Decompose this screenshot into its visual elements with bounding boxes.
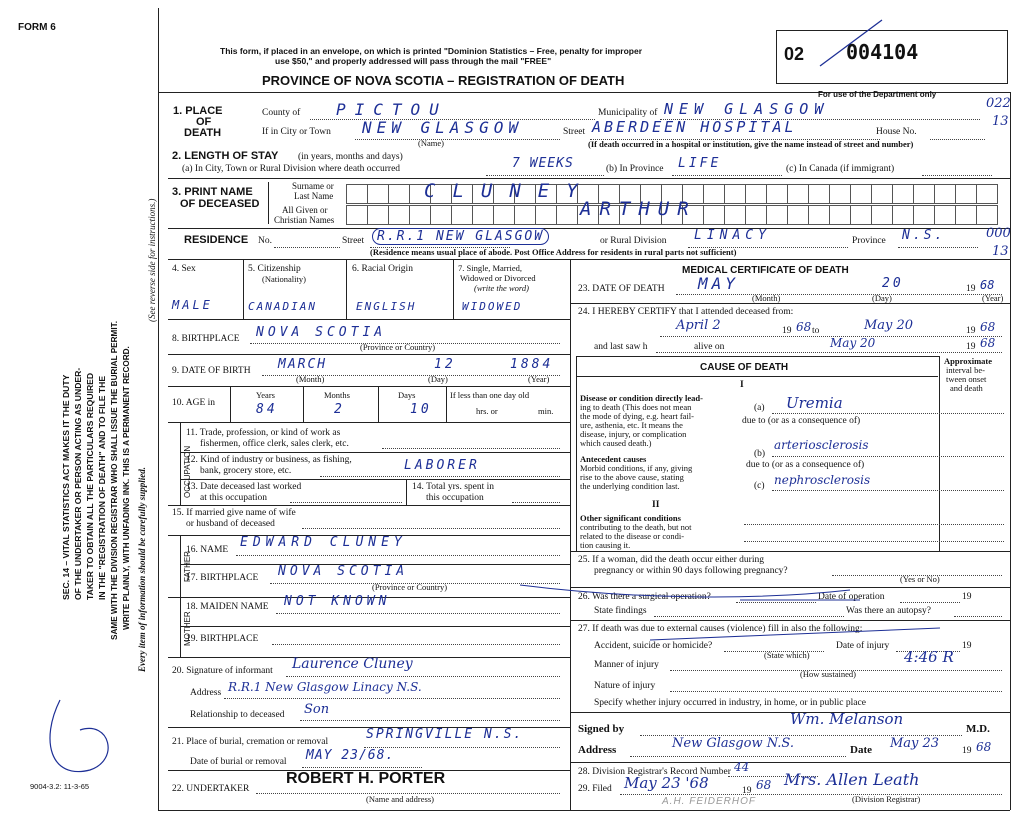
residence-province-label: Province — [852, 236, 886, 246]
q25-line2: pregnancy or within 90 days following pregnancy? — [594, 566, 788, 576]
q15-line1: 15. If married give name of wife — [172, 508, 296, 518]
antecedent-3: rise to the above cause, stating — [580, 472, 684, 482]
side-text-5: SAME WITH THE DIVISION REGISTRAR WHO SHALL ISSUE THE BURIAL PERMIT. — [110, 320, 119, 640]
sex-label: 4. Sex — [172, 264, 196, 274]
reg-number: 004104 — [846, 40, 919, 64]
occupation-side-label: OCCUPATION — [183, 445, 192, 498]
side-text-4: IN THE "REGISTRATION OF DEATH" AND TO FILE THE — [97, 375, 107, 600]
doctor-address-value: New Glasgow N.S. — [672, 736, 794, 751]
due-to-2: due to (or as a consequence of) — [746, 460, 865, 470]
filed-year-pre: 19 — [742, 786, 752, 796]
lt-day-label: If less than one day old — [450, 390, 530, 400]
code-municipality: 022 — [986, 96, 1011, 111]
attend-from-year: 68 — [796, 320, 812, 334]
county-value: PICTOU — [336, 100, 448, 119]
mother-maiden-label: 18. MAIDEN NAME — [186, 602, 269, 612]
dob-year: 1884 — [510, 357, 554, 372]
q27-label: 27. If death was due to external causes (violence) fill in also the following: — [578, 624, 863, 634]
q25-line1: 25. If a woman, did the death occur either during — [578, 555, 764, 565]
stay-a-label: (a) In City, Town or Rural Division where death occurred — [182, 164, 401, 174]
surname-value: CLUNEY — [424, 180, 595, 202]
medical-title: MEDICAL CERTIFICATE OF DEATH — [682, 265, 849, 276]
dod-year-pre: 19 — [966, 284, 976, 294]
yes-no-caption: (Yes or No) — [900, 574, 940, 584]
certify-label: 24. I HEREBY CERTIFY that I attended deceased from: — [578, 307, 794, 317]
alive-pre: 19 — [966, 342, 976, 352]
attend-to-year: 68 — [980, 320, 996, 334]
cause-a-value: Uremia — [786, 394, 843, 412]
state-which-caption: (State which) — [764, 650, 810, 660]
disease-line-1: Disease or condition directly lead- — [580, 393, 703, 403]
side-text-6: WRITE PLAINLY, WITH UNFADING INK. THIS IS A PERMANENT RECORD. — [122, 346, 131, 630]
q28-label: 28. Division Registrar's Record Number — [578, 767, 731, 777]
citizenship-label: 5. Citizenship — [248, 264, 301, 274]
given-value: ARTHUR — [580, 198, 697, 220]
surname-label-1: Surname or — [292, 181, 334, 191]
disease-line-4: ure, asthenia, etc. It means the — [580, 420, 683, 430]
cause-c-value: nephrosclerosis — [774, 473, 871, 487]
attend-to-label: to — [812, 326, 820, 336]
house-label: House No. — [876, 127, 917, 137]
q12-line2: bank, grocery store, etc. — [200, 466, 292, 476]
county-label: County of — [262, 108, 301, 118]
racial-label: 6. Racial Origin — [352, 264, 413, 274]
dob-day: 12 — [434, 357, 456, 372]
disease-line-2: ing to death (This does not mean — [580, 402, 692, 412]
attend-from-pre: 19 — [782, 326, 792, 336]
other-1: Other significant conditions — [580, 513, 681, 523]
place-label-3: DEATH — [184, 127, 222, 139]
street-label: Street — [563, 127, 586, 137]
last-seen-label: and last saw h — [594, 342, 648, 352]
record-number: 44 — [734, 760, 750, 774]
registrar-name: Mrs. Allen Leath — [784, 770, 920, 789]
city-name-caption: (Name) — [418, 138, 444, 148]
given-label-2: Christian Names — [274, 215, 335, 225]
mother-bp-label: 19. BIRTHPLACE — [186, 634, 259, 644]
filed-date: May 23 '68 — [624, 774, 709, 792]
city-value: NEW GLASGOW — [362, 118, 523, 137]
doctor-date-year: 68 — [976, 740, 992, 754]
dod-month: MAY — [698, 274, 739, 293]
dept-use-label: For use of the Department only — [818, 90, 937, 99]
undertaker-name: ROBERT H. PORTER — [286, 770, 446, 787]
age-years-label: Years — [256, 390, 275, 400]
interval-3: tween onset — [946, 374, 987, 384]
side-text-2: OF THE UNDERTAKER OR PERSON ACTING AS UNDER- — [73, 367, 83, 600]
lt-min-label: min. — [538, 406, 554, 416]
residence-street-label: Street — [342, 236, 365, 246]
dob-year-caption: (Year) — [528, 374, 550, 384]
mother-side-label: MOTHER — [183, 611, 192, 646]
roman-two: II — [652, 500, 660, 510]
dob-month-caption: (Month) — [296, 374, 325, 384]
how-sustained-caption: (How sustained) — [800, 669, 856, 679]
residence-no-label: No. — [258, 236, 272, 246]
reg-prefix: 02 — [784, 44, 805, 64]
interval-4: and death — [950, 383, 983, 393]
registrar-caption: (Division Registrar) — [852, 794, 921, 804]
dod-day-caption: (Day) — [872, 293, 892, 303]
age-days: 10 — [410, 402, 432, 417]
marital-label-2: Widowed or Divorced — [460, 273, 536, 283]
citizenship-sub: (Nationality) — [262, 274, 306, 284]
municipality-value: NEW GLASGOW — [664, 100, 830, 118]
disease-line-3: the mode of dying, e.g. heart fail- — [580, 411, 695, 421]
age-years: 84 — [256, 402, 278, 417]
code-residence: 000 — [986, 226, 1011, 241]
q11-line2: fishermen, office clerk, sales clerk, etc. — [200, 439, 349, 449]
marital-label-3: (write the word) — [474, 283, 529, 293]
signed-by-value: Wm. Melanson — [790, 710, 904, 728]
stay-b-label: (b) In Province — [606, 164, 664, 174]
place-label-1: 1. PLACE — [173, 105, 223, 117]
dod-label: 23. DATE OF DEATH — [578, 284, 665, 294]
q14-line2: this occupation — [426, 493, 484, 503]
q26-label: 26. Was there a surgical operation? — [578, 592, 711, 602]
antecedent-1: Antecedent causes — [580, 454, 647, 464]
cause-title: CAUSE OF DEATH — [700, 362, 789, 373]
informant-sig-value: Laurence Cluney — [292, 656, 413, 672]
q14-line1: 14. Total yrs. spent in — [412, 482, 495, 492]
autopsy-label: Was there an autopsy? — [846, 606, 931, 616]
roman-one: I — [740, 380, 744, 390]
doctor-date-value: May 23 — [890, 736, 940, 751]
q13-line1: 13. Date deceased last worked — [186, 482, 302, 492]
disease-line-6: which caused death.) — [580, 438, 652, 448]
mail-notice-1: This form, if placed in an envelope, on which is printed "Dominion Statistics – Free, penalty for improper — [220, 46, 643, 56]
injury-date-label: Date of injury — [836, 641, 890, 651]
injury-year-pre: 19 — [962, 641, 972, 651]
dod-month-caption: (Month) — [752, 293, 781, 303]
city-label: If in City or Town — [262, 127, 331, 137]
marital-label-1: 7. Single, Married, — [458, 263, 522, 273]
specify-label: Specify whether injury occurred in industry, in home, or in public place — [594, 698, 866, 708]
residence-province-value: N.S. — [902, 228, 946, 243]
last-seen-mid: alive on — [694, 342, 725, 352]
attend-from-date: April 2 — [676, 318, 721, 333]
side-text-3: TAKER TO OBTAIN ALL THE PARTICULARS REQUIRED — [85, 372, 95, 600]
age-months-label: Months — [324, 390, 350, 400]
undertaker-caption: (Name and address) — [366, 794, 434, 804]
filed-year: 68 — [756, 778, 772, 792]
burial-date-label: Date of burial or removal — [190, 757, 287, 767]
disease-line-5: disease, injury, or complication — [580, 429, 687, 439]
side-text-1: SEC. 14 – VITAL STATISTICS ACT MAKES IT THE DUTY — [61, 374, 71, 600]
stay-b-value: LIFE — [678, 156, 722, 171]
undertaker-label: 22. UNDERTAKER — [172, 784, 250, 794]
citizenship-value: CANADIAN — [248, 300, 317, 313]
alive-year: 68 — [980, 336, 996, 350]
antecedent-2: Morbid conditions, if any, giving — [580, 463, 693, 473]
stay-a-value: 7 WEEKS — [512, 156, 574, 171]
alive-date: May 20 — [830, 336, 876, 350]
age-days-label: Days — [398, 390, 416, 400]
mother-maiden-value: NOT KNOWN — [284, 594, 391, 609]
name-label-2: OF DECEASED — [180, 198, 260, 210]
residence-note: (Residence means usual place of abode. Post Office Address for residents in rural parts not sufficient) — [370, 247, 737, 257]
form-code: 9004-3.2: 11-3-65 — [30, 782, 90, 791]
q29-label: 29. Filed — [578, 784, 612, 794]
informant-address-value: R.R.1 New Glasgow Linacy N.S. — [228, 680, 422, 694]
residence-street-value: R.R.1 NEW GLASGOW — [372, 228, 549, 245]
surname-label-2: Last Name — [294, 191, 334, 201]
stay-c-label: (c) In Canada (if immigrant) — [786, 164, 895, 174]
dod-year: 68 — [980, 278, 995, 292]
cause-b-value: arteriosclerosis — [774, 438, 869, 452]
dob-month: MARCH — [278, 357, 328, 372]
stay-label: 2. LENGTH OF STAY — [172, 150, 279, 162]
birthplace-value: NOVA SCOTIA — [256, 325, 387, 340]
q12-value: LABORER — [404, 458, 480, 473]
accident-label: Accident, suicide or homicide? — [594, 641, 713, 651]
antecedent-4: the underlying condition last. — [580, 481, 680, 491]
sex-value: MALE — [172, 298, 213, 312]
father-bp-caption: (Province or Country) — [372, 582, 448, 592]
code-city: 13 — [992, 114, 1009, 129]
findings-label: State findings — [594, 606, 647, 616]
father-side-label: FATHER — [183, 551, 192, 582]
municipality-label: Municipality of — [598, 108, 658, 118]
interval-2: interval be- — [946, 365, 985, 375]
burial-place-value: SPRINGVILLE N.S. — [366, 727, 524, 742]
interval-1: Approximate — [944, 356, 993, 366]
racial-value: ENGLISH — [356, 300, 417, 313]
age-label: 10. AGE in — [172, 398, 216, 408]
father-name-value: EDWARD CLUNEY — [240, 535, 407, 550]
signed-by-label: Signed by — [578, 723, 625, 735]
other-2: contributing to the death, but not — [580, 522, 692, 532]
birthplace-label: 8. BIRTHPLACE — [172, 334, 240, 344]
age-months: 2 — [334, 402, 345, 417]
residence-division-label: or Rural Division — [600, 236, 667, 246]
hospital-note: (If death occurred in a hospital or institution, give the name instead of street and number) — [588, 139, 914, 149]
form-title: PROVINCE OF NOVA SCOTIA – REGISTRATION OF DEATH — [262, 73, 625, 88]
informant-rel-value: Son — [304, 702, 330, 717]
informant-rel-label: Relationship to deceased — [190, 710, 285, 720]
burial-place-label: 21. Place of burial, cremation or removal — [172, 737, 329, 747]
due-to-1: due to (or as a consequence of) — [742, 416, 861, 426]
operation-year-pre: 19 — [962, 592, 972, 602]
birthplace-caption: (Province or Country) — [360, 342, 436, 352]
residence-label: RESIDENCE — [184, 234, 249, 246]
dob-label: 9. DATE OF BIRTH — [172, 366, 251, 376]
operation-date-label: Date of operation — [818, 592, 885, 602]
cause-b-label: (b) — [754, 449, 766, 459]
side-text-7: Every item of information should be carefully supplied. — [137, 467, 147, 672]
informant-address-label: Address — [190, 688, 222, 698]
attend-to-pre: 19 — [966, 326, 976, 336]
stay-sublabel: (in years, months and days) — [298, 152, 403, 162]
residence-division-value: LINACY — [694, 228, 771, 243]
father-bp-value: NOVA SCOTIA — [278, 564, 409, 579]
manner-label: Manner of injury — [594, 660, 659, 670]
other-3: related to the disease or condi- — [580, 531, 685, 541]
attend-to-date: May 20 — [864, 318, 914, 333]
time-stamp: 4:46 R — [904, 648, 954, 666]
q15-line2: or husband of deceased — [186, 519, 275, 529]
registrar-stamp: A.H. FEIDERHOF — [662, 796, 757, 807]
dod-day: 20 — [882, 276, 904, 291]
street-value: ABERDEEN HOSPITAL — [592, 118, 797, 136]
md-label: M.D. — [966, 723, 990, 735]
cause-c-label: (c) — [754, 481, 765, 491]
name-label-1: 3. PRINT NAME — [172, 186, 253, 198]
mail-notice-2: use $50," and properly addressed will pass through the mail "FREE" — [275, 56, 552, 66]
side-text-8: (See reverse side for instructions.) — [147, 198, 157, 322]
marital-value: WIDOWED — [462, 300, 523, 313]
dod-year-caption: (Year) — [982, 293, 1004, 303]
nature-label: Nature of injury — [594, 681, 656, 691]
burial-date-value: MAY 23/68. — [306, 748, 395, 763]
father-name-label: 16. NAME — [186, 545, 229, 555]
dob-day-caption: (Day) — [428, 374, 448, 384]
father-bp-label: 17. BIRTHPLACE — [186, 573, 259, 583]
other-4: tion causing it. — [580, 540, 631, 550]
doctor-date-label: Date — [850, 744, 872, 756]
code-residence-2: 13 — [992, 244, 1009, 259]
informant-sig-label: 20. Signature of informant — [172, 666, 273, 676]
given-label-1: All Given or — [282, 205, 328, 215]
doctor-date-pre: 19 — [962, 746, 972, 756]
place-label-2: OF — [196, 116, 212, 128]
q12-line1: 12. Kind of industry or business, as fishing, — [186, 455, 352, 465]
doctor-address-label: Address — [578, 744, 617, 756]
q11-line1: 11. Trade, profession, or kind of work as — [186, 428, 341, 438]
q13-line2: at this occupation — [200, 493, 268, 503]
cause-a-label: (a) — [754, 403, 765, 413]
form-number: FORM 6 — [18, 22, 56, 33]
lt-hrs-label: hrs. or — [476, 406, 498, 416]
